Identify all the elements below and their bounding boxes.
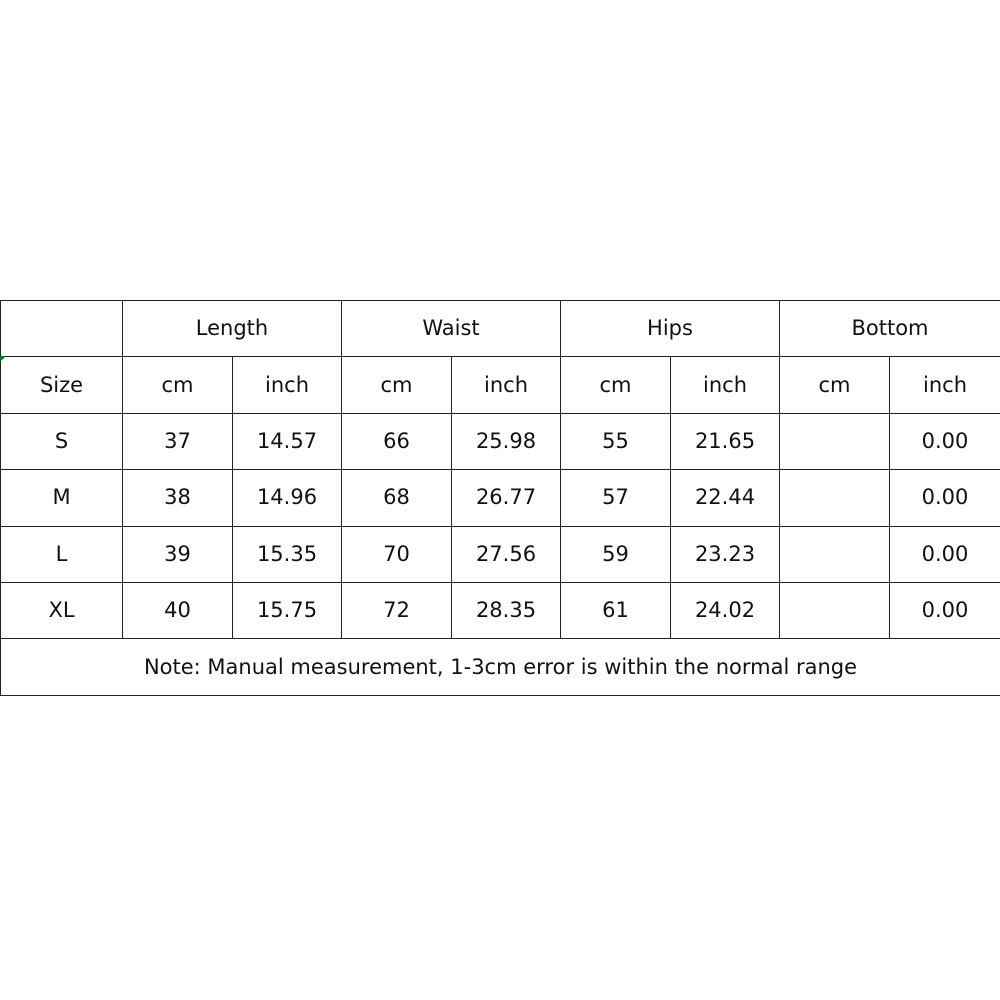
measurement-note: Note: Manual measurement, 1-3cm error is within the normal range [1, 639, 1000, 695]
bottom-cm-cell [780, 470, 890, 526]
hips-inch-cell: 23.23 [671, 526, 780, 582]
waist-inch-cell: 25.98 [452, 413, 561, 469]
length-cm-cell: 39 [123, 526, 233, 582]
unit-header-bottom-inch: inch [890, 357, 1000, 413]
length-inch-cell: 14.96 [233, 470, 342, 526]
empty-corner-cell [1, 301, 123, 357]
table-row [1, 470, 1000, 526]
bottom-inch-cell: 0.00 [890, 470, 1000, 526]
length-cm-cell: 38 [123, 470, 233, 526]
group-header-bottom: Bottom [780, 301, 1000, 357]
waist-cm-cell: 66 [342, 413, 452, 469]
bottom-inch-cell: 0.00 [890, 582, 1000, 638]
unit-header-waist-inch: inch [452, 357, 561, 413]
waist-inch-cell: 26.77 [452, 470, 561, 526]
waist-inch-cell: 27.56 [452, 526, 561, 582]
unit-header-row [1, 357, 1000, 413]
hips-cm-cell: 55 [561, 413, 671, 469]
corner-marker [0, 356, 6, 362]
group-header-waist: Waist [342, 301, 561, 357]
table-row [1, 582, 1000, 638]
unit-header-hips-cm: cm [561, 357, 671, 413]
length-inch-cell: 14.57 [233, 413, 342, 469]
hips-cm-cell: 61 [561, 582, 671, 638]
hips-inch-cell: 22.44 [671, 470, 780, 526]
table-row [1, 413, 1000, 469]
group-header-row [1, 301, 1000, 357]
bottom-inch-cell: 0.00 [890, 413, 1000, 469]
bottom-cm-cell [780, 526, 890, 582]
length-inch-cell: 15.35 [233, 526, 342, 582]
table-row [1, 526, 1000, 582]
size-cell: XL [1, 582, 123, 638]
length-cm-cell: 40 [123, 582, 233, 638]
waist-cm-cell: 72 [342, 582, 452, 638]
unit-header-bottom-cm: cm [780, 357, 890, 413]
size-cell: L [1, 526, 123, 582]
length-inch-cell: 15.75 [233, 582, 342, 638]
hips-cm-cell: 57 [561, 470, 671, 526]
hips-inch-cell: 21.65 [671, 413, 780, 469]
waist-inch-cell: 28.35 [452, 582, 561, 638]
unit-header-waist-cm: cm [342, 357, 452, 413]
waist-cm-cell: 68 [342, 470, 452, 526]
note-row [1, 639, 1000, 695]
hips-inch-cell: 24.02 [671, 582, 780, 638]
bottom-inch-cell: 0.00 [890, 526, 1000, 582]
unit-header-length-cm: cm [123, 357, 233, 413]
size-cell: M [1, 470, 123, 526]
bottom-cm-cell [780, 413, 890, 469]
size-cell: S [1, 413, 123, 469]
unit-header-hips-inch: inch [671, 357, 780, 413]
bottom-cm-cell [780, 582, 890, 638]
group-header-hips: Hips [561, 301, 780, 357]
hips-cm-cell: 59 [561, 526, 671, 582]
length-cm-cell: 37 [123, 413, 233, 469]
waist-cm-cell: 70 [342, 526, 452, 582]
size-header: Size [1, 357, 123, 413]
group-header-length: Length [123, 301, 342, 357]
unit-header-length-inch: inch [233, 357, 342, 413]
size-chart-table [0, 300, 1000, 696]
